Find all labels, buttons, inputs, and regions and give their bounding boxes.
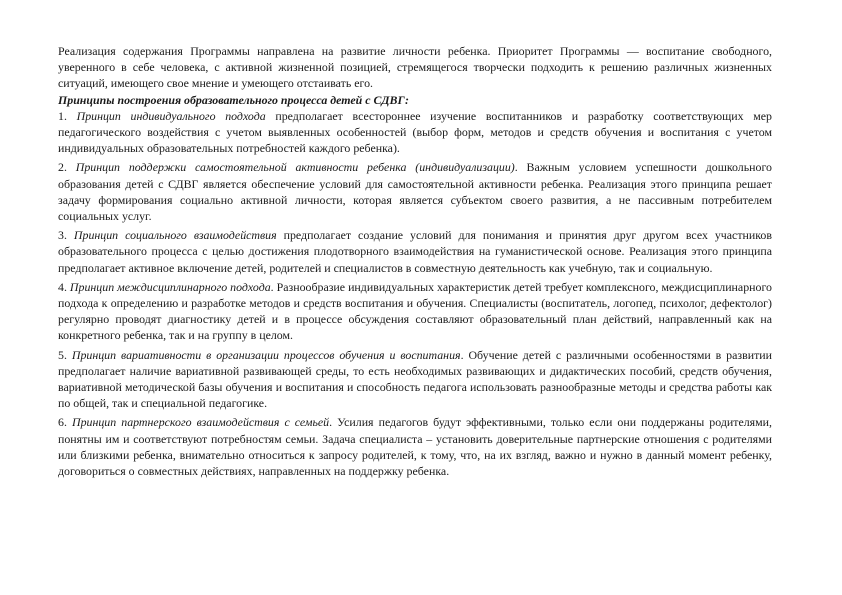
principle-number: 6. bbox=[58, 415, 67, 430]
principle-name: Принцип индивидуального подхода bbox=[76, 108, 266, 123]
principle-name: Принцип социального взаимодействия bbox=[73, 228, 277, 243]
principle-number: 4. bbox=[58, 279, 67, 294]
principle-text: предполагает всестороннее изучение воспитанников и разработку соответствующих мер педагогического воздействия с учетом выявленных особенностей (выбор форм, методов и средств обучения и воспитания с учетом индивидуальных образовательных потребностей каждого ребенка). bbox=[58, 108, 773, 156]
principle-number: 3. bbox=[58, 228, 67, 243]
principle-paragraph-2 bbox=[58, 159, 772, 224]
principle-name: Принцип междисциплинарного подхода bbox=[69, 279, 271, 294]
document-page bbox=[58, 43, 772, 482]
principles-heading: Принципы построения образовательного процесса детей с СДВГ: bbox=[58, 92, 409, 107]
principle-text: . Усилия педагогов будут эффективными, только если они поддержаны родителями, понятны им и соответствуют потребностям семьи. Задача специалиста – установить доверительные партнерские отношения с родителями или близкими ребенка, внимательно относиться к запросу родителей, к тому, что, на их взгляд, важно и нужно в данный момент ребенку, договориться о совместных действиях, направленных на поддержку ребенка. bbox=[58, 415, 773, 479]
principle-paragraph-3 bbox=[58, 227, 772, 276]
principle-number: 5. bbox=[58, 347, 67, 362]
principle-paragraph-1 bbox=[58, 108, 772, 157]
intro-paragraph: Реализация содержания Программы направлена на развитие личности ребенка. Приоритет Программы — воспитание свободного, уверенного в себе человека, с активной жизненной позицией, стремящегося творчески подходить к решению различных жизненных ситуаций, имеющего свое мнение и умеющего отстаивать его. bbox=[58, 44, 772, 91]
principle-text: . Обучение детей с различными особенностями в развитии предполагает наличие вариативной развивающей среды, то есть необходимых развивающих и дидактических пособий, средств обучения, вариативной методической базы обучения и воспитания и способность педагога использовать разнообразные методы и средства работы как по общей, так и специальной педагогике. bbox=[58, 347, 772, 411]
principle-paragraph-6 bbox=[58, 414, 772, 479]
principle-text: . Разнообразие индивидуальных характеристик детей требует комплексного, междисциплинарного подхода к определению и разработке методов и средств воспитания и обучения. Специалисты (воспитатель, логопед, психолог, дефектолог) регулярно проводят диагностику детей и в процессе обсуждения составляют образовательный план действий, направленный как на конкретного ребенка, так и на группу в целом. bbox=[58, 279, 772, 343]
principle-text: . Важным условием успешности дошкольного образования детей с СДВГ является обеспечение условий для самостоятельной активности ребенка. Реализация этого принципа решает задачу формирования социально активной личности, которая является субъектом своего развития, а не пассивным потребителем социальных услуг. bbox=[58, 160, 772, 224]
principle-name: Принцип поддержки самостоятельной активности ребенка (индивидуализации) bbox=[75, 160, 515, 175]
principle-number: 2. bbox=[58, 160, 67, 175]
principle-name: Принцип вариативности в организации процессов обучения и воспитания bbox=[71, 347, 461, 362]
principle-number: 1. bbox=[58, 108, 67, 123]
principle-name: Принцип партнерского взаимодействия с семьей bbox=[71, 415, 330, 430]
principle-text: предполагает создание условий для понимания и принятия друг другом всех участников образовательного процесса с целью достижения плодотворного взаимодействия на гуманистической основе. Реализация этого принципа предполагает активное включение детей, родителей и специалистов в совместную деятельность как учебную, так и социальную. bbox=[58, 228, 772, 275]
principle-paragraph-4 bbox=[58, 279, 772, 344]
principle-paragraph-5 bbox=[58, 347, 772, 412]
